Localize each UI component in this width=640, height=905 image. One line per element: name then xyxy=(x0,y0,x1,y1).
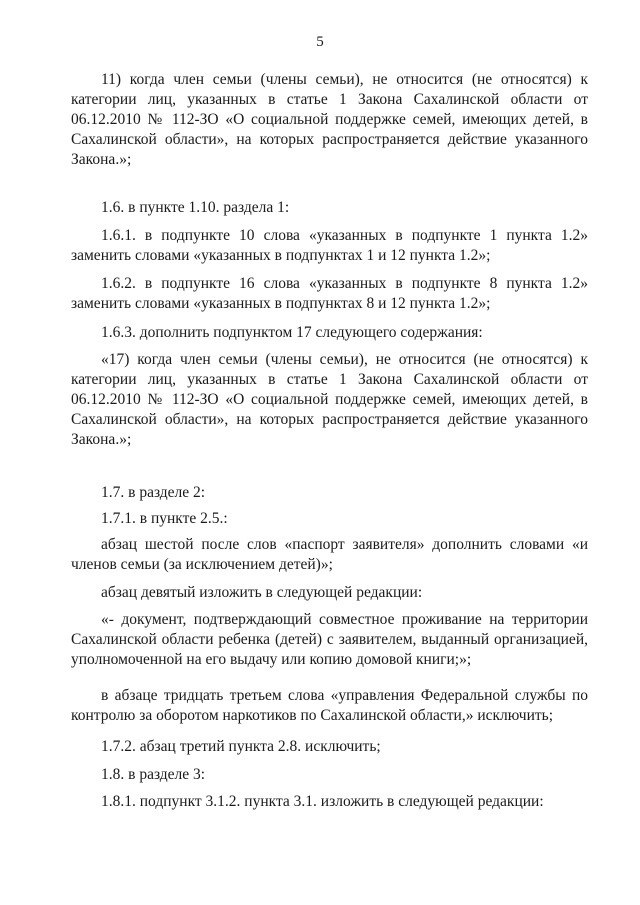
text-line: категории лиц, указанных в статье 1 Закона Сахалинской области от xyxy=(71,91,588,108)
paragraph-abzac-9 xyxy=(71,583,588,603)
text-line: 1.6.2. в подпункте 16 слова «указанных в подпункте 8 пункта 1.2» xyxy=(101,275,588,292)
text-line: 1.6.3. дополнить подпунктом 17 следующего содержания: xyxy=(101,324,483,341)
text-line: заменить словами «указанных в подпунктах 8 и 12 пункта 1.2»; xyxy=(71,295,491,312)
paragraph-1-7 xyxy=(71,483,588,503)
text-line: 1.7. в разделе 2: xyxy=(101,484,206,501)
text-line: 06.12.2010 № 112-ЗО «О социальной поддержке семей, имеющих детей, в xyxy=(71,111,588,128)
paragraph-subitem-11 xyxy=(71,70,588,170)
text-line: Закона.»; xyxy=(71,151,132,168)
paragraph-document-quote xyxy=(71,610,588,670)
text-line: 11) когда член семьи (члены семьи), не относится (не относятся) к xyxy=(101,71,588,88)
text-line: 1.8.1. подпункт 3.1.2. пункта 3.1. изложить в следующей редакции: xyxy=(101,793,544,810)
paragraph-1-8 xyxy=(71,765,588,785)
text-line: контролю за оборотом наркотиков по Сахалинской области,» исключить; xyxy=(71,707,554,724)
text-line: членов семьи (за исключением детей)»; xyxy=(71,556,333,573)
paragraph-1-8-1 xyxy=(71,792,588,812)
paragraph-subitem-17 xyxy=(71,350,588,450)
text-line: «- документ, подтверждающий совместное проживание на территории xyxy=(101,611,588,628)
text-line: 1.7.1. в пункте 2.5.: xyxy=(101,510,228,527)
text-line: 1.6.1. в подпункте 10 слова «указанных в подпункте 1 пункта 1.2» xyxy=(101,227,588,244)
text-line: 1.8. в разделе 3: xyxy=(101,766,206,783)
text-line: Закона.»; xyxy=(71,431,132,448)
text-line: абзац девятый изложить в следующей редакции: xyxy=(101,584,423,601)
text-line: в абзаце тридцать третьем слова «управления Федеральной службы по xyxy=(101,687,588,704)
text-line: 1.6. в пункте 1.10. раздела 1: xyxy=(101,199,290,216)
paragraph-abzac-6 xyxy=(71,535,588,575)
text-line: Сахалинской области», на которых распространяется действие указанного xyxy=(71,411,588,428)
paragraph-1-6-2 xyxy=(71,274,588,314)
text-line: уполномоченной на его выдачу или копию домовой книги;»; xyxy=(71,651,472,668)
paragraph-1-7-1 xyxy=(71,509,588,529)
paragraph-1-6-3 xyxy=(71,323,588,343)
page-number: 5 xyxy=(316,34,324,50)
paragraph-1-6 xyxy=(71,198,588,218)
text-line: 06.12.2010 № 112-ЗО «О социальной поддержке семей, имеющих детей, в xyxy=(71,391,588,408)
text-line: 1.7.2. абзац третий пункта 2.8. исключить; xyxy=(101,738,381,755)
paragraph-abzac-33 xyxy=(71,686,588,726)
paragraph-1-7-2 xyxy=(71,737,588,757)
text-line: заменить словами «указанных в подпунктах 1 и 12 пункта 1.2»; xyxy=(71,247,491,264)
text-line: абзац шестой после слов «паспорт заявителя» дополнить словами «и xyxy=(101,536,588,553)
text-line: «17) когда член семьи (члены семьи), не относится (не относятся) к xyxy=(101,351,588,368)
text-line: Сахалинской области», на которых распространяется действие указанного xyxy=(71,131,588,148)
text-line: категории лиц, указанных в статье 1 Закона Сахалинской области от xyxy=(71,371,588,388)
paragraph-1-6-1 xyxy=(71,226,588,266)
text-line: Сахалинской области ребенка (детей) с заявителем, выданный организацией, xyxy=(71,631,588,648)
